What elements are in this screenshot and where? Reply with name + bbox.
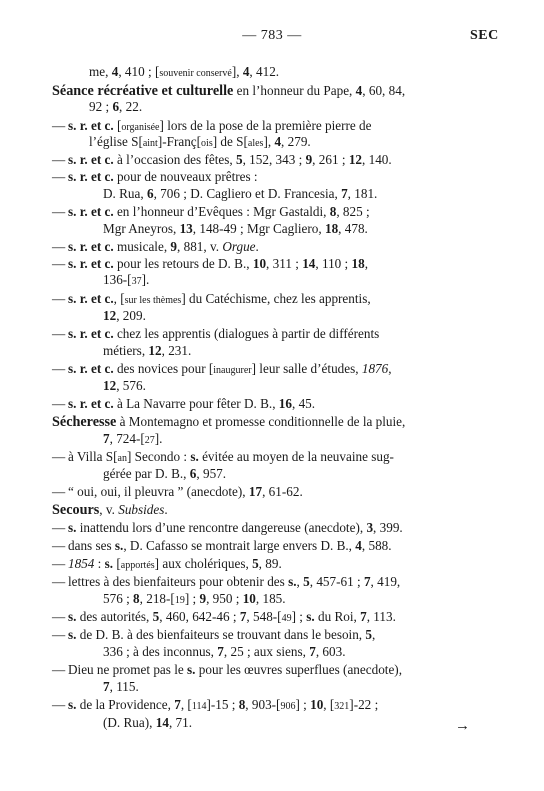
em-dash: — (52, 538, 66, 553)
line-text: , 89. (258, 556, 282, 571)
line-text: , 903-[ (245, 697, 281, 712)
line-text: évitée au moyen de la neuvaine sug- (198, 449, 394, 464)
line-text: , v. (99, 502, 119, 517)
volume-number: 10 (242, 591, 256, 606)
line-text: , 412. (249, 64, 280, 79)
volume-number: 6 (112, 99, 120, 114)
line-text: ]-15 ; (206, 697, 239, 712)
volume-number: 8 (329, 204, 337, 219)
volume-number: 5 (235, 152, 243, 167)
index-line (52, 538, 392, 554)
volume-number: 5 (252, 556, 259, 571)
index-line (52, 627, 375, 643)
line-text: , (371, 627, 376, 642)
line-text: , 218-[ (139, 591, 175, 606)
index-line (103, 679, 139, 695)
index-line (52, 449, 394, 467)
volume-number: 4 (355, 538, 362, 553)
volume-number: 4 (274, 134, 282, 149)
line-text: de D. B. à des bienfaiteurs se trouvant dans le besoin, (76, 627, 366, 642)
index-line (103, 378, 146, 394)
line-text: 336 ; à des inconnus, (103, 644, 218, 659)
line-text: , 140. (362, 152, 392, 167)
index-line (103, 272, 149, 290)
line-text: , [ (180, 697, 192, 712)
line-text: , 311 ; (266, 256, 303, 271)
line-text: métiers, (103, 343, 149, 358)
volume-number: 7 (363, 574, 371, 589)
line-text: , 148-49 ; Mgr Cagliero, (192, 221, 325, 236)
line-text: Dieu ne promet pas le (68, 662, 188, 677)
volume-number: 12 (103, 308, 117, 323)
index-line (103, 221, 368, 237)
line-text: ] ; (184, 591, 200, 606)
line-text: en l’honneur du Pape, (233, 83, 356, 98)
index-line (52, 83, 405, 99)
index-line (89, 64, 279, 82)
index-line (52, 556, 282, 574)
line-text: 27 (144, 435, 155, 446)
line-text: , 60, 84, (362, 83, 406, 98)
index-line (52, 239, 259, 255)
index-line (52, 574, 400, 590)
line-text: 1876 (361, 361, 389, 376)
volume-number: s. r. et c. (68, 239, 114, 254)
line-text: ] du Catéchisme, chez les apprentis, (181, 291, 371, 306)
volume-number: 7 (360, 609, 367, 624)
index-line (103, 466, 226, 482)
em-dash: — (52, 152, 66, 167)
line-text: l’église S[ (89, 134, 143, 149)
line-text: . (164, 502, 168, 517)
line-text: , 706 ; D. Cagliero et D. Francesia, (153, 186, 342, 201)
line-text: , [ (113, 291, 125, 306)
volume-number: s. (288, 574, 297, 589)
line-text: souvenir conservé (159, 68, 232, 79)
line-text: de la Providence, (76, 697, 175, 712)
line-text: , 115. (109, 679, 139, 694)
line-text: , 588. (361, 538, 392, 553)
em-dash: — (52, 627, 66, 642)
volume-number: 12 (348, 152, 362, 167)
line-text: , 460, 642-46 ; (159, 609, 240, 624)
line-text: 1854 (68, 556, 95, 571)
line-text: sur les thèmes (124, 295, 182, 306)
line-text: inaugurer (213, 365, 252, 376)
line-text: , (388, 361, 392, 376)
volume-number: s. r. et c. (68, 256, 114, 271)
em-dash: — (52, 396, 66, 411)
line-text: ] leur salle d’études, (251, 361, 362, 376)
line-text: 136-[ (103, 272, 132, 287)
index-line (52, 256, 368, 272)
line-text: “ oui, oui, il pleuvra ” (anecdote), (68, 484, 249, 499)
line-text: , 209. (116, 308, 146, 323)
index-line (52, 326, 379, 342)
line-text: , [ (323, 697, 335, 712)
line-text: 37 (131, 276, 142, 287)
index-line (103, 591, 286, 609)
line-text: ]. (141, 272, 150, 287)
index-line (52, 152, 392, 168)
volume-number: s. r. et c. (68, 152, 114, 167)
line-text: , D. Cafasso se montrait large envers D. B., (123, 538, 356, 553)
line-text: pour les œuvres superflues (anecdote), (195, 662, 402, 677)
line-text: aint (142, 138, 158, 149)
volume-number: s. r. et c. (68, 396, 114, 411)
line-text: à Villa S[ (68, 449, 118, 464)
volume-number: 18 (324, 221, 339, 236)
line-text: dans ses (68, 538, 115, 553)
line-text: des novices pour [ (113, 361, 214, 376)
continue-arrow-icon: → (455, 718, 470, 734)
line-text: , 231. (161, 343, 192, 358)
volume-number: 13 (179, 221, 193, 236)
volume-number: 5 (365, 627, 372, 642)
line-text: , 113. (366, 609, 396, 624)
volume-number: 6 (189, 466, 197, 481)
index-line (89, 99, 142, 115)
line-text: 906 (280, 701, 296, 712)
index-line (52, 484, 303, 500)
em-dash: — (52, 697, 66, 712)
line-text: Orgue (222, 239, 256, 254)
volume-number: s. (68, 697, 77, 712)
volume-number: 7 (341, 186, 348, 201)
em-dash: — (52, 169, 66, 184)
index-line (52, 204, 370, 220)
line-text: à Montemagno et promesse conditionnelle de la pluie, (116, 414, 406, 429)
line-text: ], (263, 134, 275, 149)
line-text: , (296, 574, 304, 589)
volume-number: 9 (305, 152, 313, 167)
line-text: en l’honneur d’Evêques : Mgr Gastaldi, (113, 204, 330, 219)
volume-number: 10 (310, 697, 324, 712)
volume-number: s. r. et c. (68, 118, 114, 133)
running-head: SEC (470, 28, 499, 43)
line-text: [ (113, 556, 121, 571)
volume-number: s. r. et c. (68, 169, 114, 184)
line-text: pour les retours de D. B., (113, 256, 253, 271)
em-dash: — (52, 204, 66, 219)
line-text: , 478. (338, 221, 368, 236)
line-text: , 152, 343 ; (242, 152, 306, 167)
line-text: , 957. (196, 466, 227, 481)
em-dash: — (52, 326, 66, 341)
volume-number: 6 (146, 186, 154, 201)
line-text: ] ; (291, 609, 307, 624)
em-dash: — (52, 662, 66, 677)
index-line (52, 662, 402, 678)
volume-number: 8 (133, 591, 140, 606)
line-text: , 603. (315, 644, 346, 659)
index-line (52, 361, 392, 379)
line-text: , 22. (119, 99, 143, 114)
em-dash: — (52, 574, 66, 589)
line-text: à La Navarre pour fêter D. B., (113, 396, 279, 411)
line-text: ] ; (295, 697, 311, 712)
em-dash: — (52, 118, 66, 133)
line-text: 576 ; (103, 591, 134, 606)
line-text: lettres à des bienfaiteurs pour obtenir des (68, 574, 289, 589)
line-text: , 279. (281, 134, 311, 149)
index-line (52, 609, 396, 627)
index-line (89, 134, 311, 152)
line-text: ] Secondo : (126, 449, 191, 464)
volume-number: s. (114, 538, 124, 553)
index-line (103, 715, 192, 731)
line-text: [ (113, 118, 122, 133)
line-text: me, (89, 64, 112, 79)
em-dash: — (52, 256, 66, 271)
index-line (103, 343, 191, 359)
line-text: , 881, v. (177, 239, 223, 254)
line-text: , 181. (347, 186, 378, 201)
volume-number: 12 (148, 343, 162, 358)
line-text: , (364, 256, 369, 271)
em-dash: — (52, 556, 66, 571)
volume-number: 9 (199, 591, 207, 606)
line-text: , 419, (370, 574, 401, 589)
volume-number: s. (104, 556, 114, 571)
line-text: ] de S[ (212, 134, 248, 149)
em-dash: — (52, 520, 66, 535)
volume-number: 5 (152, 609, 160, 624)
em-dash: — (52, 239, 66, 254)
volume-number: 4 (242, 64, 250, 79)
volume-number: 4 (355, 83, 363, 98)
line-text: 92 ; (89, 99, 113, 114)
index-line (52, 414, 405, 430)
volume-number: s. (68, 609, 77, 624)
line-text: . (255, 239, 259, 254)
line-text: (D. Rua), (103, 715, 156, 730)
line-text: : (94, 556, 105, 571)
line-text: organisée (121, 122, 160, 133)
line-text: des autorités, (76, 609, 153, 624)
volume-number: 18 (351, 256, 365, 271)
volume-number: 7 (239, 609, 247, 624)
line-text: 49 (281, 613, 292, 624)
volume-number: 12 (103, 378, 117, 393)
volume-number: 7 (103, 679, 110, 694)
volume-number: 8 (238, 697, 246, 712)
line-text: à l’occasion des fêtes, (113, 152, 236, 167)
line-text: , 185. (255, 591, 286, 606)
line-text: inattendu lors d’une rencontre dangereuse (anecdote), (76, 520, 367, 535)
headword: Secours (52, 502, 100, 518)
volume-number: s. (187, 662, 196, 677)
index-line (52, 502, 168, 518)
index-line (103, 644, 346, 660)
line-text: , 71. (168, 715, 193, 730)
volume-number: s. r. et c. (68, 361, 114, 376)
volume-number: s. (306, 609, 315, 624)
line-text: ] lors de la pose de la première pierre de (159, 118, 372, 133)
em-dash: — (52, 484, 66, 499)
line-text: , 724-[ (109, 431, 145, 446)
volume-number: 7 (174, 697, 181, 712)
line-text: , 825 ; (336, 204, 370, 219)
volume-number: 10 (252, 256, 267, 271)
line-text: , 110 ; (315, 256, 352, 271)
index-line (103, 308, 146, 324)
volume-number: s. (68, 627, 77, 642)
volume-number: s. r. et c. (68, 291, 114, 306)
volume-number: 7 (217, 644, 224, 659)
line-text: , 548-[ (246, 609, 282, 624)
line-text: ales (247, 138, 264, 149)
volume-number: 14 (302, 256, 316, 271)
line-text: ] aux cholériques, (154, 556, 253, 571)
volume-number: 4 (111, 64, 119, 79)
index-line (52, 169, 258, 185)
line-text: pour de nouveaux prêtres : (113, 169, 258, 184)
em-dash: — (52, 609, 66, 624)
volume-number: s. (190, 449, 199, 464)
line-text: ]-Franç[ (157, 134, 202, 149)
line-text: chez les apprentis (dialogues à partir de différents (113, 326, 380, 341)
volume-number: 7 (309, 644, 316, 659)
line-text: , 950 ; (206, 591, 243, 606)
line-text: ois (201, 138, 213, 149)
volume-number: 5 (303, 574, 310, 589)
line-text: , 261 ; (312, 152, 349, 167)
line-text: du Roi, (314, 609, 361, 624)
index-line (103, 186, 377, 202)
line-text: ]-22 ; (349, 697, 379, 712)
line-text: musicale, (113, 239, 171, 254)
line-text: , 410 ; [ (118, 64, 160, 79)
index-line (103, 431, 162, 449)
volume-number: s. (68, 520, 77, 535)
em-dash: — (52, 361, 66, 376)
volume-number: 16 (278, 396, 292, 411)
volume-number: 14 (155, 715, 169, 730)
line-text: Subsides (118, 502, 165, 517)
volume-number: s. r. et c. (68, 326, 114, 341)
index-line (52, 520, 403, 536)
line-text: an (117, 453, 127, 464)
index-line (52, 396, 315, 412)
headword: Sécheresse (52, 414, 117, 430)
index-line (52, 697, 378, 715)
line-text: Mgr Aneyros, (103, 221, 180, 236)
headword: Séance récréative et culturelle (52, 83, 234, 99)
line-text: 114 (191, 701, 207, 712)
volume-number: 17 (248, 484, 263, 499)
line-text: 321 (334, 701, 350, 712)
line-text: , 45. (291, 396, 316, 411)
line-text: , 61-62. (262, 484, 303, 499)
page-number: — 783 — (242, 28, 302, 43)
volume-number: s. r. et c. (68, 204, 114, 219)
line-text: ]. (154, 431, 163, 446)
volume-number: 9 (170, 239, 178, 254)
em-dash: — (52, 449, 66, 464)
volume-number: 3 (366, 520, 374, 535)
line-text: D. Rua, (103, 186, 147, 201)
line-text: apportés (120, 560, 155, 571)
line-text: , 457-61 ; (309, 574, 364, 589)
line-text: ], (231, 64, 243, 79)
index-line (52, 291, 371, 309)
line-text: , 576. (116, 378, 146, 393)
line-text: , 25 ; aux siens, (223, 644, 310, 659)
line-text: 19 (174, 595, 185, 606)
line-text: , 399. (373, 520, 403, 535)
volume-number: 7 (103, 431, 110, 446)
em-dash: — (52, 291, 66, 306)
line-text: gérée par D. B., (103, 466, 190, 481)
